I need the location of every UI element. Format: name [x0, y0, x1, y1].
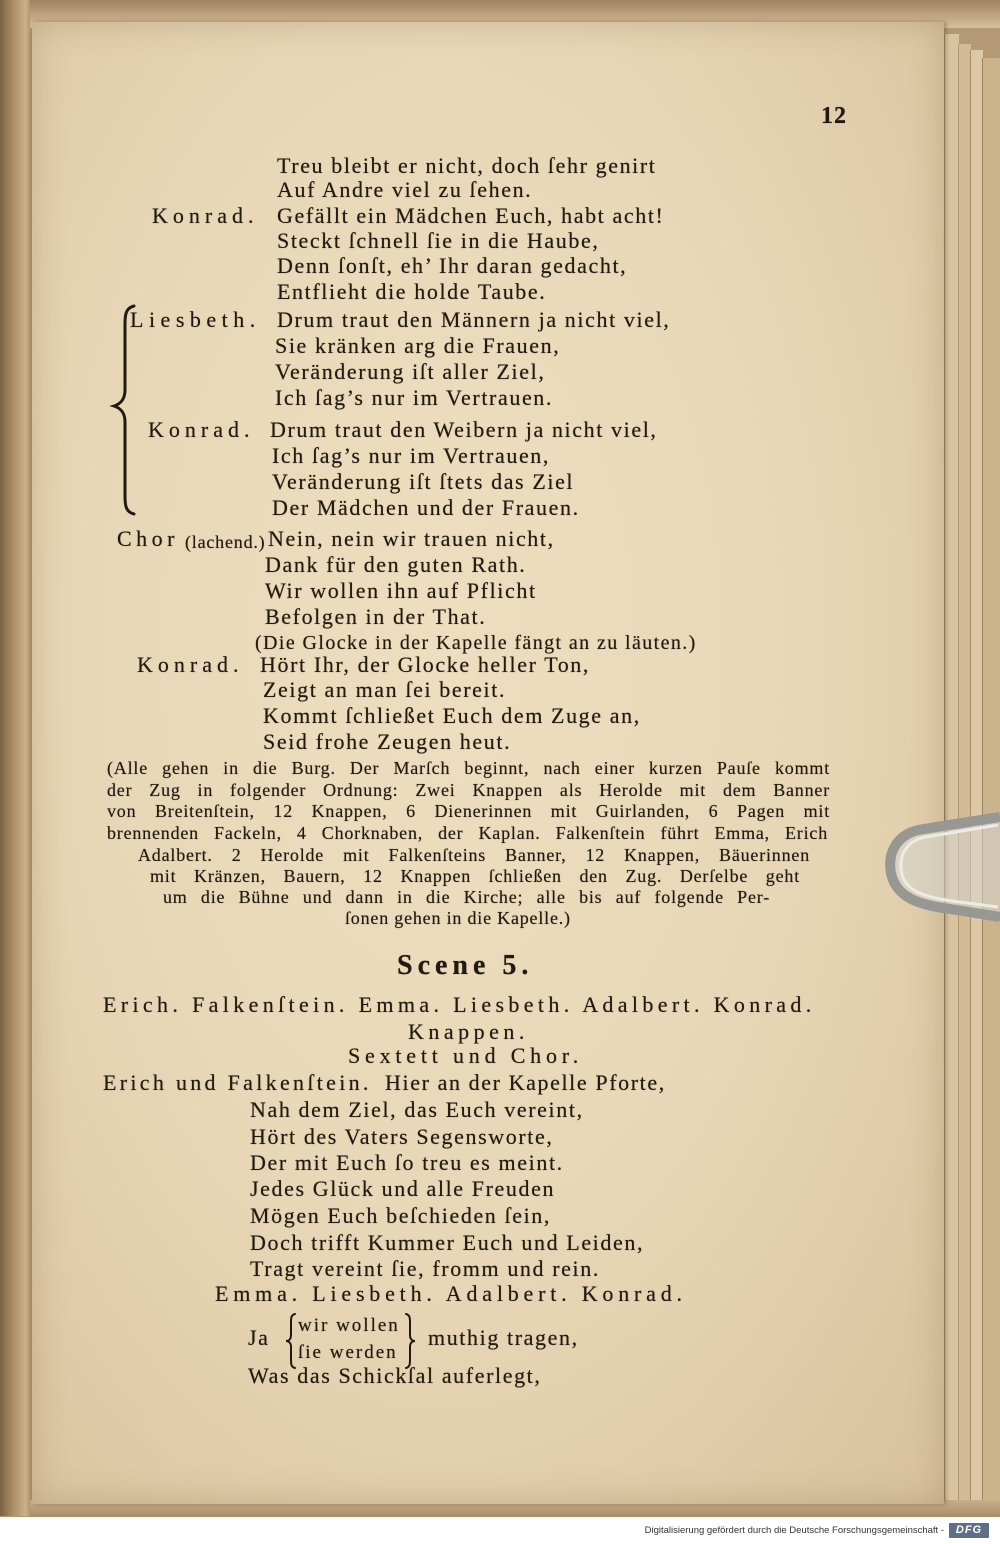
stage-direction-line: brennenden Fackeln, 4 Chorknaben, der Kaplan. Falkenſtein führt Emma, Erich [107, 823, 828, 843]
verse-line: Kommt ſchließet Euch dem Zuge an, [263, 703, 641, 728]
stage-direction-line: von Breitenſtein, 12 Knappen, 6 Dienerinnen mit Guirlanden, 6 Pagen mit [107, 801, 830, 821]
stage-direction-line: um die Bühne und dann in die Kirche; alle bis auf folgende Per- [163, 887, 770, 907]
verse-line: Ich ſag’s nur im Vertrauen, [272, 443, 551, 468]
stage-direction-inline: (Die Glocke in der Kapelle fängt an zu läuten.) [255, 632, 697, 654]
verse-line: Befolgen in der That. [265, 604, 487, 629]
page-stack-edge [982, 58, 1000, 1512]
speaker-ensemble: Emma. Liesbeth. Adalbert. Konrad. [215, 1281, 687, 1306]
verse-variant: ſie werden [298, 1342, 398, 1363]
verse-line: Entflieht die holde Taube. [277, 279, 547, 304]
verse-line: Jedes Glück und alle Freuden [250, 1176, 556, 1201]
verse-line: Seid frohe Zeugen heut. [263, 729, 512, 754]
digitization-footer [0, 1517, 1000, 1544]
verse-line: Tragt vereint ſie, fromm und rein. [250, 1256, 600, 1281]
verse-line: Ich ſag’s nur im Vertrauen. [275, 385, 554, 410]
verse-line: Nein, nein wir trauen nicht, [268, 526, 555, 551]
stage-direction-line: Adalbert. 2 Herolde mit Falkenſteins Banner, 12 Knappen, Bäuerinnen [138, 845, 810, 865]
verse-line: Der mit Euch ſo treu es meint. [250, 1150, 564, 1175]
dfg-logo: DFG [949, 1523, 989, 1538]
speaker-konrad: Konrad. [152, 203, 259, 228]
speaker-liesbeth: Liesbeth. [130, 307, 261, 332]
verse-line: Wir wollen ihn auf Pflicht [265, 578, 537, 603]
scene-characters-continued: Knappen. [408, 1019, 529, 1044]
scene-heading: Scene 5. [397, 950, 534, 981]
speaker-chor: Chor [117, 526, 179, 551]
left-curly-brace [108, 300, 144, 525]
verse-line: Mögen Euch beſchieden ſein, [250, 1203, 552, 1228]
verse-line: Nah dem Ziel, das Euch vereint, [250, 1097, 584, 1122]
scene-characters: Erich. Falkenſtein. Emma. Liesbeth. Adalbert. Konrad. [103, 992, 816, 1017]
verse-line: Hier an der Kapelle Pforte, [385, 1070, 666, 1095]
verse-line: Dank für den guten Rath. [265, 552, 527, 577]
verse-line: Doch trifft Kummer Euch und Leiden, [250, 1230, 645, 1255]
stage-direction-line: ſonen gehen in die Kapelle.) [345, 908, 571, 928]
stage-direction-line: (Alle gehen in die Burg. Der Marſch beginnt, nach einer kurzen Pauſe kommt [107, 758, 830, 778]
verse-line: Steckt ſchnell ſie in die Haube, [277, 228, 600, 253]
speaker-konrad: Konrad. [148, 417, 255, 442]
right-curly-brace [403, 1311, 417, 1371]
paper-clip [880, 795, 1000, 935]
verse-line: Der Mädchen und der Frauen. [272, 495, 580, 520]
verse-word: Ja [248, 1325, 270, 1350]
verse-line: Gefällt ein Mädchen Euch, habt acht! [277, 203, 665, 228]
verse-line: Drum traut den Männern ja nicht viel, [277, 307, 671, 332]
page-number: 12 [821, 103, 847, 129]
stage-direction-line: der Zug in folgender Ordnung: Zwei Knappen als Herolde mit dem Banner [107, 780, 830, 800]
stage-direction-line: mit Kränzen, Bauern, 12 Knappen ſchließen den Zug. Derſelbe geht [150, 866, 800, 886]
verse-line: Denn ſonſt, eh’ Ihr daran gedacht, [277, 253, 628, 278]
musical-number-type: Sextett und Chor. [348, 1043, 583, 1068]
page-stack-edge [944, 34, 959, 1508]
speaker-erich-falkenstein: Erich und Falkenſtein. [103, 1070, 372, 1095]
left-curly-brace [284, 1311, 298, 1371]
verse-line: Veränderung iſt aller Ziel, [275, 359, 546, 384]
verse-line: Veränderung iſt ſtets das Ziel [272, 469, 575, 494]
speaker-direction: (lachend.) [185, 532, 266, 552]
speaker-konrad: Konrad. [137, 652, 244, 677]
verse-line: Drum traut den Weibern ja nicht viel, [270, 417, 658, 442]
funding-notice: Digitalisierung gefördert durch die Deutsche Forschungsgemeinschaft - [644, 1525, 944, 1536]
previous-page-edge [0, 0, 34, 1516]
verse-line: Auf Andre viel zu ſehen. [277, 177, 533, 202]
verse-line: Zeigt an man ſei bereit. [263, 677, 507, 702]
verse-variant: wir wollen [298, 1315, 400, 1336]
verse-line: muthig tragen, [428, 1325, 579, 1350]
verse-line: Was das Schickſal auferlegt, [248, 1363, 542, 1388]
verse-line: Hört Ihr, der Glocke heller Ton, [260, 652, 591, 677]
verse-line: Hört des Vaters Segensworte, [250, 1124, 554, 1149]
verse-line: Sie kränken arg die Frauen, [275, 333, 561, 358]
verse-line: Treu bleibt er nicht, doch ſehr genirt [277, 153, 657, 178]
